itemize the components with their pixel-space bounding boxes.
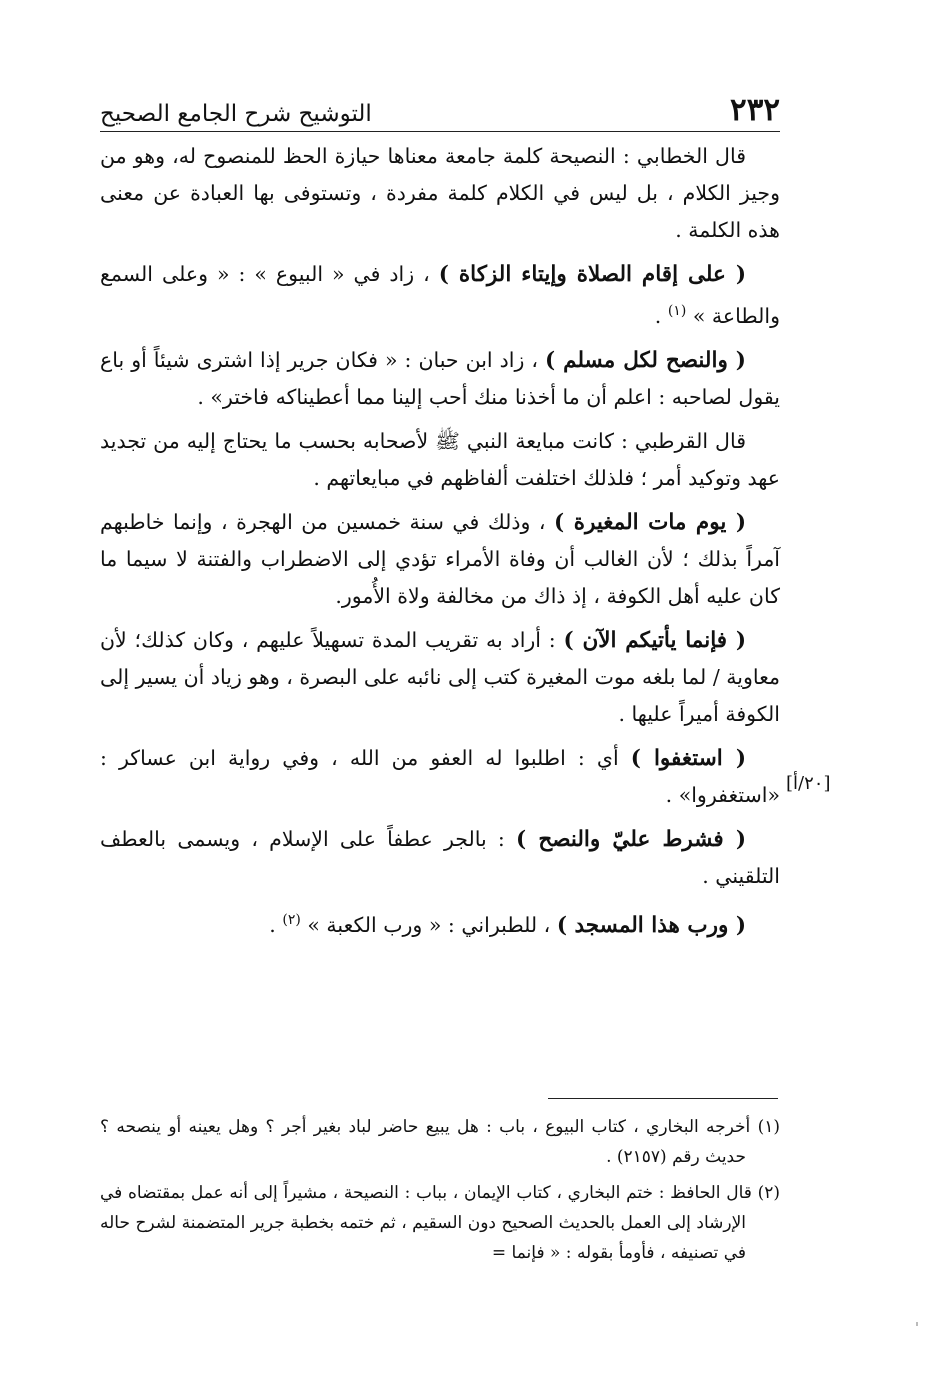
paragraph-text: قال القرطبي : كانت مبايعة النبي ﷺ لأصحابه بحسب ما يحتاج إليه من تجديد عهد وتوكيد أمر ؛ فلذلك اختلفت ألفاظهم في مبايعاتهم . [100, 428, 780, 490]
page-header [100, 86, 780, 126]
paragraph-yatikum [100, 622, 780, 733]
lemma: ( استغفوا ) [630, 745, 746, 771]
paragraph-mughira [100, 504, 780, 615]
paragraph-iqam-salat [100, 256, 780, 335]
running-title: التوشيح شرح الجامع الصحيح [100, 101, 372, 127]
paragraph-shart [100, 821, 780, 895]
footnote-2: (٢) قال الحافظ : ختم البخاري ، كتاب الإيمان ، بباب : النصيحة ، مشيراً إلى أنه عمل بمقتضاه في الإرشاد إلى العمل بالحديث الصحيح دون السقيم ، ثم ختمه بخطبة جرير المتضمنة لشرح حاله في تصنيفه ، فأومأ بقوله : « فإنما = [100, 1183, 780, 1263]
footnotes [100, 1112, 780, 1274]
main-text [100, 138, 780, 951]
footnote-ref-1[interactable]: (١) [667, 303, 687, 319]
paragraph-text: أي : اطلبوا له العفو من الله ، وفي رواية ابن عساكر : «استغفروا» . [100, 745, 780, 807]
footnote-rule [548, 1098, 778, 1099]
lemma: ( والنصح لكل مسلم ) [544, 347, 746, 373]
paragraph-text: : بالجر عطفاً على الإسلام ، ويسمى بالعطف التلقيني . [100, 826, 780, 888]
paragraph-text: : أراد به تقريب المدة تسهيلاً عليهم ، وكان كذلك؛ لأن معاوية / لما بلغه موت المغيرة كتب إلى نائبه على البصرة ، وهو زياد أن يسير إلى الكوفة أميراً عليها . [100, 627, 780, 726]
lemma: ( ورب هذا المسجد ) [556, 912, 746, 938]
manuscript-folio-marker: [٢٠/أ] [786, 773, 831, 794]
paragraph-text: قال الخطابي : النصيحة كلمة جامعة معناها حيازة الحظ للمنصوح له، وهو من وجيز الكلام ، بل ليس في الكلام كلمة مفردة ، وتستوفى بها العبادة عن معنى هذه الكلمة . [100, 144, 780, 242]
paragraph-qurtubi [100, 423, 780, 497]
paragraph-text: ، للطبراني : « ورب الكعبة » [300, 912, 557, 937]
scan-mark [916, 1322, 918, 1326]
paragraph-text: ، زاد ابن حبان : « فكان جرير إذا اشترى شيئاً أو باع يقول لصاحبه : اعلم أن ما أخذنا منك أحب إلينا مما أعطيناكه فاختر» . [100, 347, 780, 409]
lemma: ( يوم مات المغيرة ) [554, 509, 746, 535]
footnote-ref-2[interactable]: (٢) [282, 911, 301, 928]
paragraph-tail: . [654, 303, 668, 328]
paragraph-tail: . [269, 912, 283, 937]
paragraph-istaghfu [100, 740, 780, 814]
header-rule [100, 131, 780, 132]
lemma: ( فإنما يأتيكم الآن ) [563, 627, 746, 653]
page-number: ٢٣٢ [730, 92, 780, 128]
paragraph-text: ، زاد في « البيوع » : « وعلى السمع والطاعة » [100, 262, 780, 328]
lemma: ( على إقام الصلاة وإيتاء الزكاة ) [438, 262, 746, 287]
paragraph-masjid [100, 902, 780, 944]
paragraph-text: ، وذلك في سنة خمسين من الهجرة ، وإنما خاطبهم آمراً بذلك ؛ لأن الغالب أن وفاة الأمراء تؤدي إلى الاضطراب والفتنة لا سيما ما كان عليه أهل الكوفة ، إذ ذاك من مخالفة ولاة الأُمور. [100, 509, 780, 608]
lemma: ( فشرط عليّ والنصح ) [516, 826, 746, 852]
paragraph-khattabi [100, 138, 780, 249]
footnote-1: (١) أخرجه البخاري ، كتاب البيوع ، باب : هل يبيع حاضر لباد بغير أجر ؟ وهل يعينه أو ينصحه ؟ حديث رقم (٢١٥٧) . [100, 1117, 780, 1167]
paragraph-nush [100, 342, 780, 416]
